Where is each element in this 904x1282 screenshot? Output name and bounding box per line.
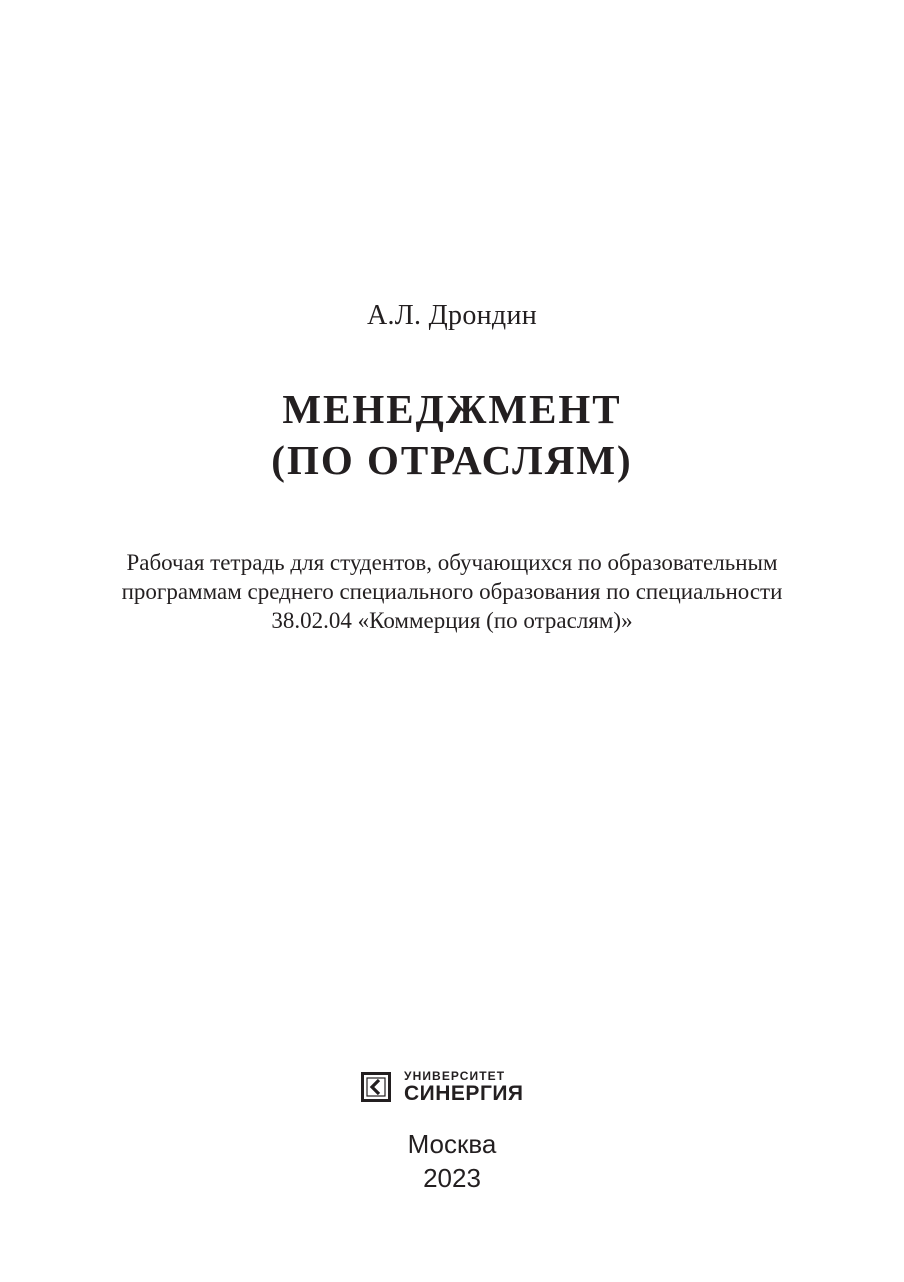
book-subtitle [60,548,844,635]
publication-city: Москва [407,1129,497,1159]
book-title-line-1: МЕНЕДЖМЕНТ [282,386,622,432]
publisher-name-line-1: УНИВЕРСИТЕТ [404,1068,506,1083]
book-title-line-2: (ПО ОТРАСЛЯМ) [271,437,633,483]
publisher-name [404,1070,524,1105]
publisher-logo [361,1069,524,1105]
book-subtitle-line-2: программам среднего специального образования по специальности [121,579,783,604]
publisher-name-line-2: СИНЕРГИЯ [404,1081,524,1105]
synergy-logo-icon [361,1072,391,1102]
book-title [0,384,904,486]
publication-year: 2023 [423,1163,481,1193]
book-subtitle-line-1: Рабочая тетрадь для студентов, обучающихся по образовательным [126,550,778,575]
book-subtitle-line-3: 38.02.04 «Коммерция (по отраслям)» [271,608,633,633]
author-name: А.Л. Дрондин [366,300,538,331]
